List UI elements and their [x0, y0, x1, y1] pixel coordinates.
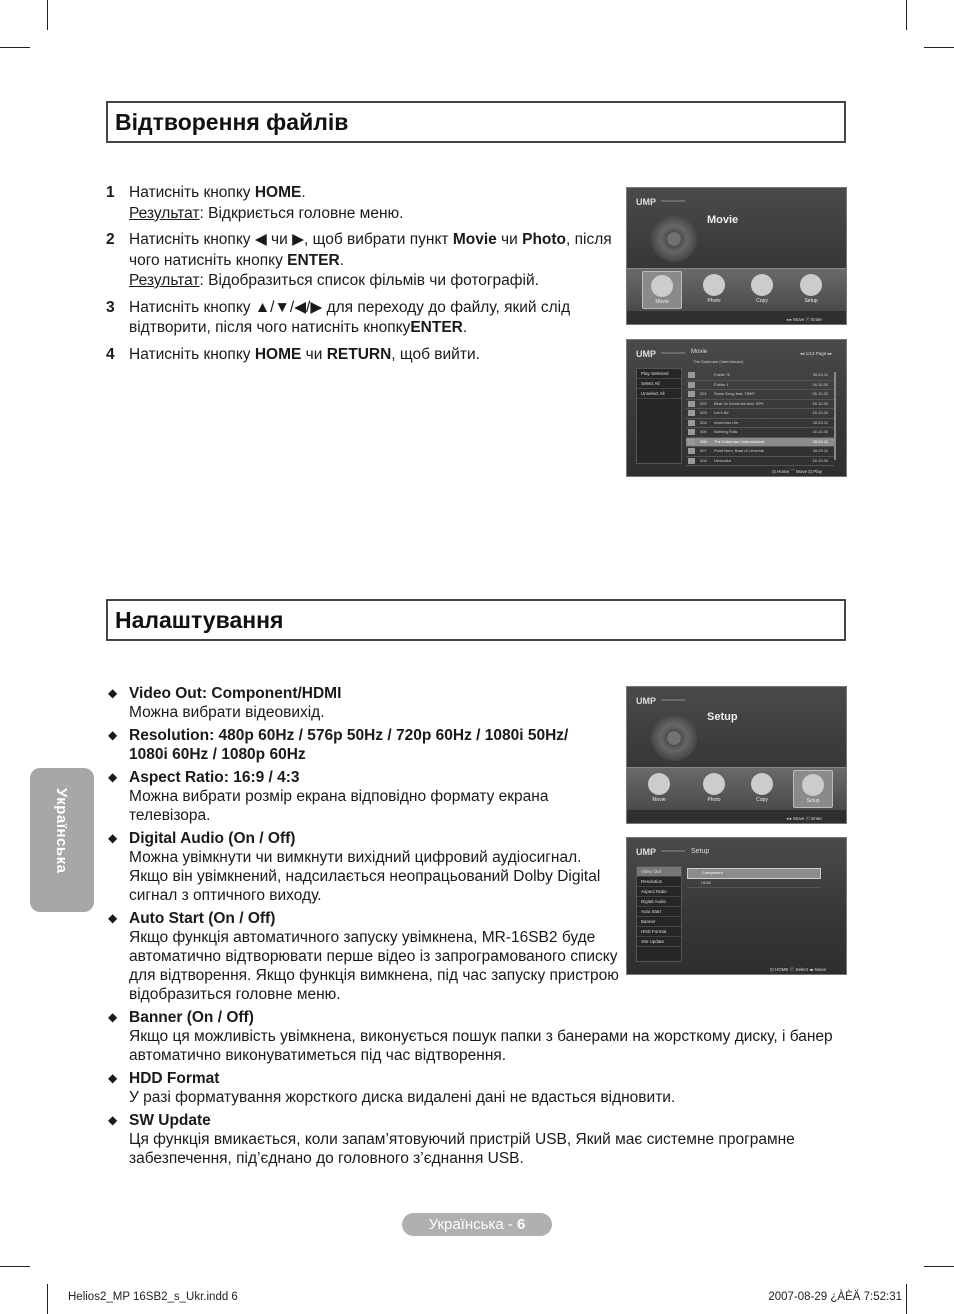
- item-text: У разі форматування жорсткого диска видалені дані не вдасться відновити.: [129, 1089, 676, 1106]
- ump-logo: UMP: [636, 696, 656, 706]
- ump-logo: UMP: [636, 197, 656, 207]
- result-label: Результат: [129, 272, 200, 289]
- photo-icon: [703, 274, 725, 296]
- list-item: [106, 1111, 841, 1168]
- step-text: .: [339, 251, 344, 269]
- step-text: , щоб вийти.: [391, 345, 480, 363]
- item-title: Banner (On / Off): [129, 1009, 254, 1026]
- help-bar: ◂ ▸ Move ⓔ Enter: [786, 317, 822, 322]
- movie-file-icon: [688, 401, 695, 407]
- crop-mark: [924, 47, 954, 48]
- setup-option[interactable]: Aspect Ratio: [637, 887, 681, 897]
- logo-underline: [661, 850, 685, 852]
- step-1: [106, 183, 621, 224]
- step-number: 4: [106, 345, 115, 363]
- value-option[interactable]: HDMI: [687, 879, 821, 889]
- item-title: Digital Audio (On / Off): [129, 830, 296, 847]
- setup-option[interactable]: Banner: [637, 917, 681, 927]
- crop-mark: [0, 1266, 30, 1267]
- diamond-bullet-icon: ◆: [108, 1071, 118, 1085]
- step-text: Натисніть кнопку: [129, 345, 255, 363]
- current-path: The Dukeman (Intermission): [693, 359, 744, 364]
- movie-file-icon: [688, 420, 695, 426]
- menu-label: Photo: [707, 797, 721, 803]
- diamond-bullet-icon: ◆: [108, 1010, 118, 1024]
- step-text: чи: [496, 231, 523, 248]
- footer-date: 2007-08-29 ¿ÀÈÄ 7:52:31: [768, 1291, 902, 1303]
- page-language: Українська -: [428, 1216, 518, 1233]
- menu-label: Setup: [804, 298, 818, 304]
- crop-mark: [47, 0, 48, 30]
- menu-item-movie[interactable]: [642, 271, 682, 309]
- step-text: чи: [301, 345, 327, 363]
- crop-mark: [906, 0, 907, 30]
- ump-logo: UMP: [636, 349, 656, 359]
- page-number-pill: [402, 1213, 552, 1236]
- screenshot-home-setup: [626, 686, 847, 824]
- movie-file-icon: [688, 429, 695, 435]
- photo-icon: [703, 773, 725, 795]
- side-menu: [636, 368, 682, 464]
- film-reel-icon: [651, 275, 673, 297]
- side-option[interactable]: Select All: [637, 379, 681, 389]
- screen-title: Setup: [691, 848, 710, 855]
- language-side-tab: [30, 768, 94, 912]
- setup-values: [687, 868, 821, 888]
- item-text: Можна вибрати відеовихід.: [129, 704, 325, 721]
- menu-item-setup[interactable]: [791, 271, 831, 309]
- key-label: ENTER: [287, 251, 340, 269]
- crop-mark: [0, 47, 30, 48]
- copy-icon: [751, 274, 773, 296]
- item-title: Resolution: 480p 60Hz / 576p 50Hz / 720p 60Hz / 1080i 50Hz/ 1080i 60Hz / 1080p 60Hz: [129, 727, 569, 763]
- list-item: [106, 1069, 841, 1107]
- item-title: Video Out: Component/HDMI: [129, 685, 342, 702]
- setup-option[interactable]: Auto Start: [637, 907, 681, 917]
- list-item: [106, 1008, 841, 1065]
- step-text: Натисніть кнопку ◀ чи ▶, щоб вибрати пункт: [129, 231, 453, 248]
- help-bar: ⊡ Home ⌒ Move ⊡ Play: [771, 469, 822, 474]
- item-text: Можна увімкнути чи вимкнути вихідний цифровий аудіосигнал. Якщо він увімкнений, надсилається неопрацьований Dolby Digital сигнал з оптичного виходу.: [129, 849, 601, 904]
- item-text: Якщо ця можливість увімкнена, виконується пошук папки з банерами на жорсткому диску, і банер автоматично виконуватиметься під час відтворення.: [129, 1028, 833, 1064]
- screen-title: Setup: [707, 711, 738, 723]
- key-label: Movie: [452, 231, 497, 248]
- list-item[interactable]: 003 Let it Be 16.10.30: [686, 409, 834, 419]
- list-item[interactable]: Folder 1 16.10.30: [686, 381, 834, 391]
- logo-underline: [661, 699, 685, 701]
- list-item[interactable]: 002 Beat Ja Dementia feat. SPK 16.10.30: [686, 400, 834, 410]
- menu-item-copy[interactable]: [742, 770, 782, 808]
- setup-option[interactable]: Digital Audio: [637, 897, 681, 907]
- side-option[interactable]: Unselect All: [637, 389, 681, 399]
- film-reel-icon: [648, 773, 670, 795]
- gear-icon: [651, 715, 697, 761]
- page-number: 6: [517, 1216, 526, 1233]
- movie-file-icon: [688, 410, 695, 416]
- side-tab-label: Українська: [53, 788, 70, 874]
- menu-label: Copy: [756, 298, 768, 304]
- step-4: [106, 345, 621, 366]
- file-list: [686, 371, 834, 466]
- step-number: 1: [106, 184, 115, 201]
- crop-mark: [924, 1266, 954, 1267]
- step-number: 3: [106, 298, 115, 316]
- list-item[interactable]: 008 Hedonika 16.10.30: [686, 457, 834, 467]
- step-text: Натисніть кнопку ▲/▼/◀/▶ для переходу до файлу, який слід відтворити, після чого натисніть кнопку: [129, 298, 571, 336]
- logo-underline: [661, 352, 685, 354]
- scrollbar[interactable]: [834, 372, 836, 460]
- step-text: .: [301, 184, 306, 201]
- menu-item-photo[interactable]: [694, 271, 734, 309]
- movie-file-icon: [688, 439, 695, 445]
- gear-icon: [800, 274, 822, 296]
- step-3: [106, 298, 621, 339]
- list-item-selected[interactable]: 006 The Dukeman (Intermission) 26.03.11: [686, 438, 834, 448]
- result-label: Результат: [129, 204, 200, 222]
- logo-underline: [661, 200, 685, 202]
- list-item[interactable]: 004 American Life 26.03.11: [686, 419, 834, 429]
- movie-file-icon: [688, 391, 695, 397]
- menu-item-movie[interactable]: [639, 770, 679, 808]
- ump-logo: UMP: [636, 847, 656, 857]
- film-reel-icon: [651, 216, 697, 262]
- menu-label: Photo: [707, 298, 721, 304]
- side-option[interactable]: Play Selected: [637, 369, 681, 379]
- step-text: Натисніть кнопку: [129, 184, 255, 201]
- gear-icon: [802, 774, 824, 796]
- setup-option[interactable]: Resolution: [637, 877, 681, 887]
- setup-side-menu: [636, 866, 682, 962]
- menu-item-photo[interactable]: [694, 770, 734, 808]
- list-item: [106, 829, 619, 905]
- screen-title: Movie: [691, 349, 708, 355]
- result-text: : Відкриється головне меню.: [199, 204, 404, 222]
- step-text: .: [462, 319, 468, 336]
- screenshot-setup-list: [626, 837, 847, 975]
- screenshot-home-movie: [626, 187, 847, 325]
- screenshot-movie-list: [626, 339, 847, 477]
- diamond-bullet-icon: ◆: [108, 831, 118, 845]
- list-item: [106, 726, 604, 764]
- help-bar: ⊡ HOME ⓔ Select ◂▸ Move: [769, 967, 826, 972]
- list-item: [106, 909, 624, 1004]
- setup-option[interactable]: HDD Format: [637, 927, 681, 937]
- step-text: , після чого натисніть кнопку: [129, 231, 612, 269]
- crop-mark: [906, 1284, 907, 1314]
- step-number: 2: [106, 231, 115, 248]
- list-item[interactable]: 005 Nothing Fails 16.10.30: [686, 428, 834, 438]
- menu-label: Copy: [756, 797, 768, 803]
- menu-label: Movie: [655, 299, 669, 305]
- folder-icon: [688, 372, 695, 378]
- crop-mark: [47, 1284, 48, 1314]
- footer-filename: Helios2_MP 16SB2_s_Ukr.indd 6: [68, 1291, 238, 1303]
- playback-steps: [106, 183, 621, 371]
- step-2: [106, 230, 621, 292]
- list-item[interactable]: 007 Point Nem, Baat of Leveride 26.03.11: [686, 447, 834, 457]
- diamond-bullet-icon: ◆: [108, 686, 118, 700]
- list-item: [106, 684, 624, 722]
- list-item: [106, 768, 589, 825]
- menu-label: Movie: [652, 797, 666, 803]
- item-title: Aspect Ratio: 16:9 / 4:3: [129, 769, 300, 786]
- help-bar: ◂ ▸ Move ⓔ Enter: [786, 816, 822, 821]
- key-label: RETURN: [326, 345, 392, 363]
- home-menu-bar: [627, 268, 846, 311]
- item-text: Якщо функція автоматичного запуску увімкнена, MR-16SB2 буде автоматично відтворювати перше відео із запрограмованого списку для відтворення. Якщо функція вимкнена, під час запуску пристрою відобразиться головне меню.: [129, 929, 619, 1003]
- movie-file-icon: [688, 448, 695, 454]
- folder-icon: [688, 382, 695, 388]
- copy-icon: [751, 773, 773, 795]
- list-item[interactable]: Folder ① 06.03.11: [686, 371, 834, 381]
- item-title: SW Update: [129, 1112, 211, 1129]
- key-label: ENTER: [410, 319, 463, 336]
- section-heading: Відтворення файлів: [115, 109, 349, 135]
- screen-title: Movie: [707, 214, 739, 226]
- key-label: Photo: [522, 231, 567, 248]
- section-title-playback: [106, 101, 846, 143]
- setup-option-selected[interactable]: Video Out: [637, 867, 681, 877]
- key-label: HOME: [254, 184, 302, 201]
- setup-option[interactable]: SW Update: [637, 937, 681, 947]
- item-title: Auto Start (On / Off): [129, 910, 276, 927]
- item-text: Можна вибрати розмір екрана відповідно формату екрана телевізора.: [129, 788, 549, 824]
- menu-label: Setup: [806, 798, 820, 804]
- item-title: HDD Format: [129, 1070, 220, 1087]
- value-option-selected[interactable]: Component: [687, 868, 821, 879]
- menu-item-copy[interactable]: [742, 271, 782, 309]
- list-item[interactable]: 001 Swan Song feat. TBHF 06.10.30: [686, 390, 834, 400]
- item-text: Ця функція вмикається, коли запам’ятовуючий пристрій USB, Який має системне програмне забезпечення, під’єднано до головного з’єднання USB.: [129, 1131, 795, 1167]
- diamond-bullet-icon: ◆: [108, 728, 118, 742]
- home-menu-bar: [627, 767, 846, 810]
- section-title-settings: [106, 599, 846, 641]
- result-text: : Відобразиться список фільмів чи фотографій.: [199, 272, 539, 289]
- movie-file-icon: [688, 458, 695, 464]
- diamond-bullet-icon: ◆: [108, 770, 118, 784]
- section-heading: Налаштування: [115, 607, 284, 633]
- diamond-bullet-icon: ◆: [108, 911, 118, 925]
- diamond-bullet-icon: ◆: [108, 1113, 118, 1127]
- key-label: HOME: [254, 345, 302, 363]
- menu-item-setup[interactable]: [793, 770, 833, 808]
- page-indicator: ◂◂ 1/13 Page ▸▸: [799, 351, 832, 356]
